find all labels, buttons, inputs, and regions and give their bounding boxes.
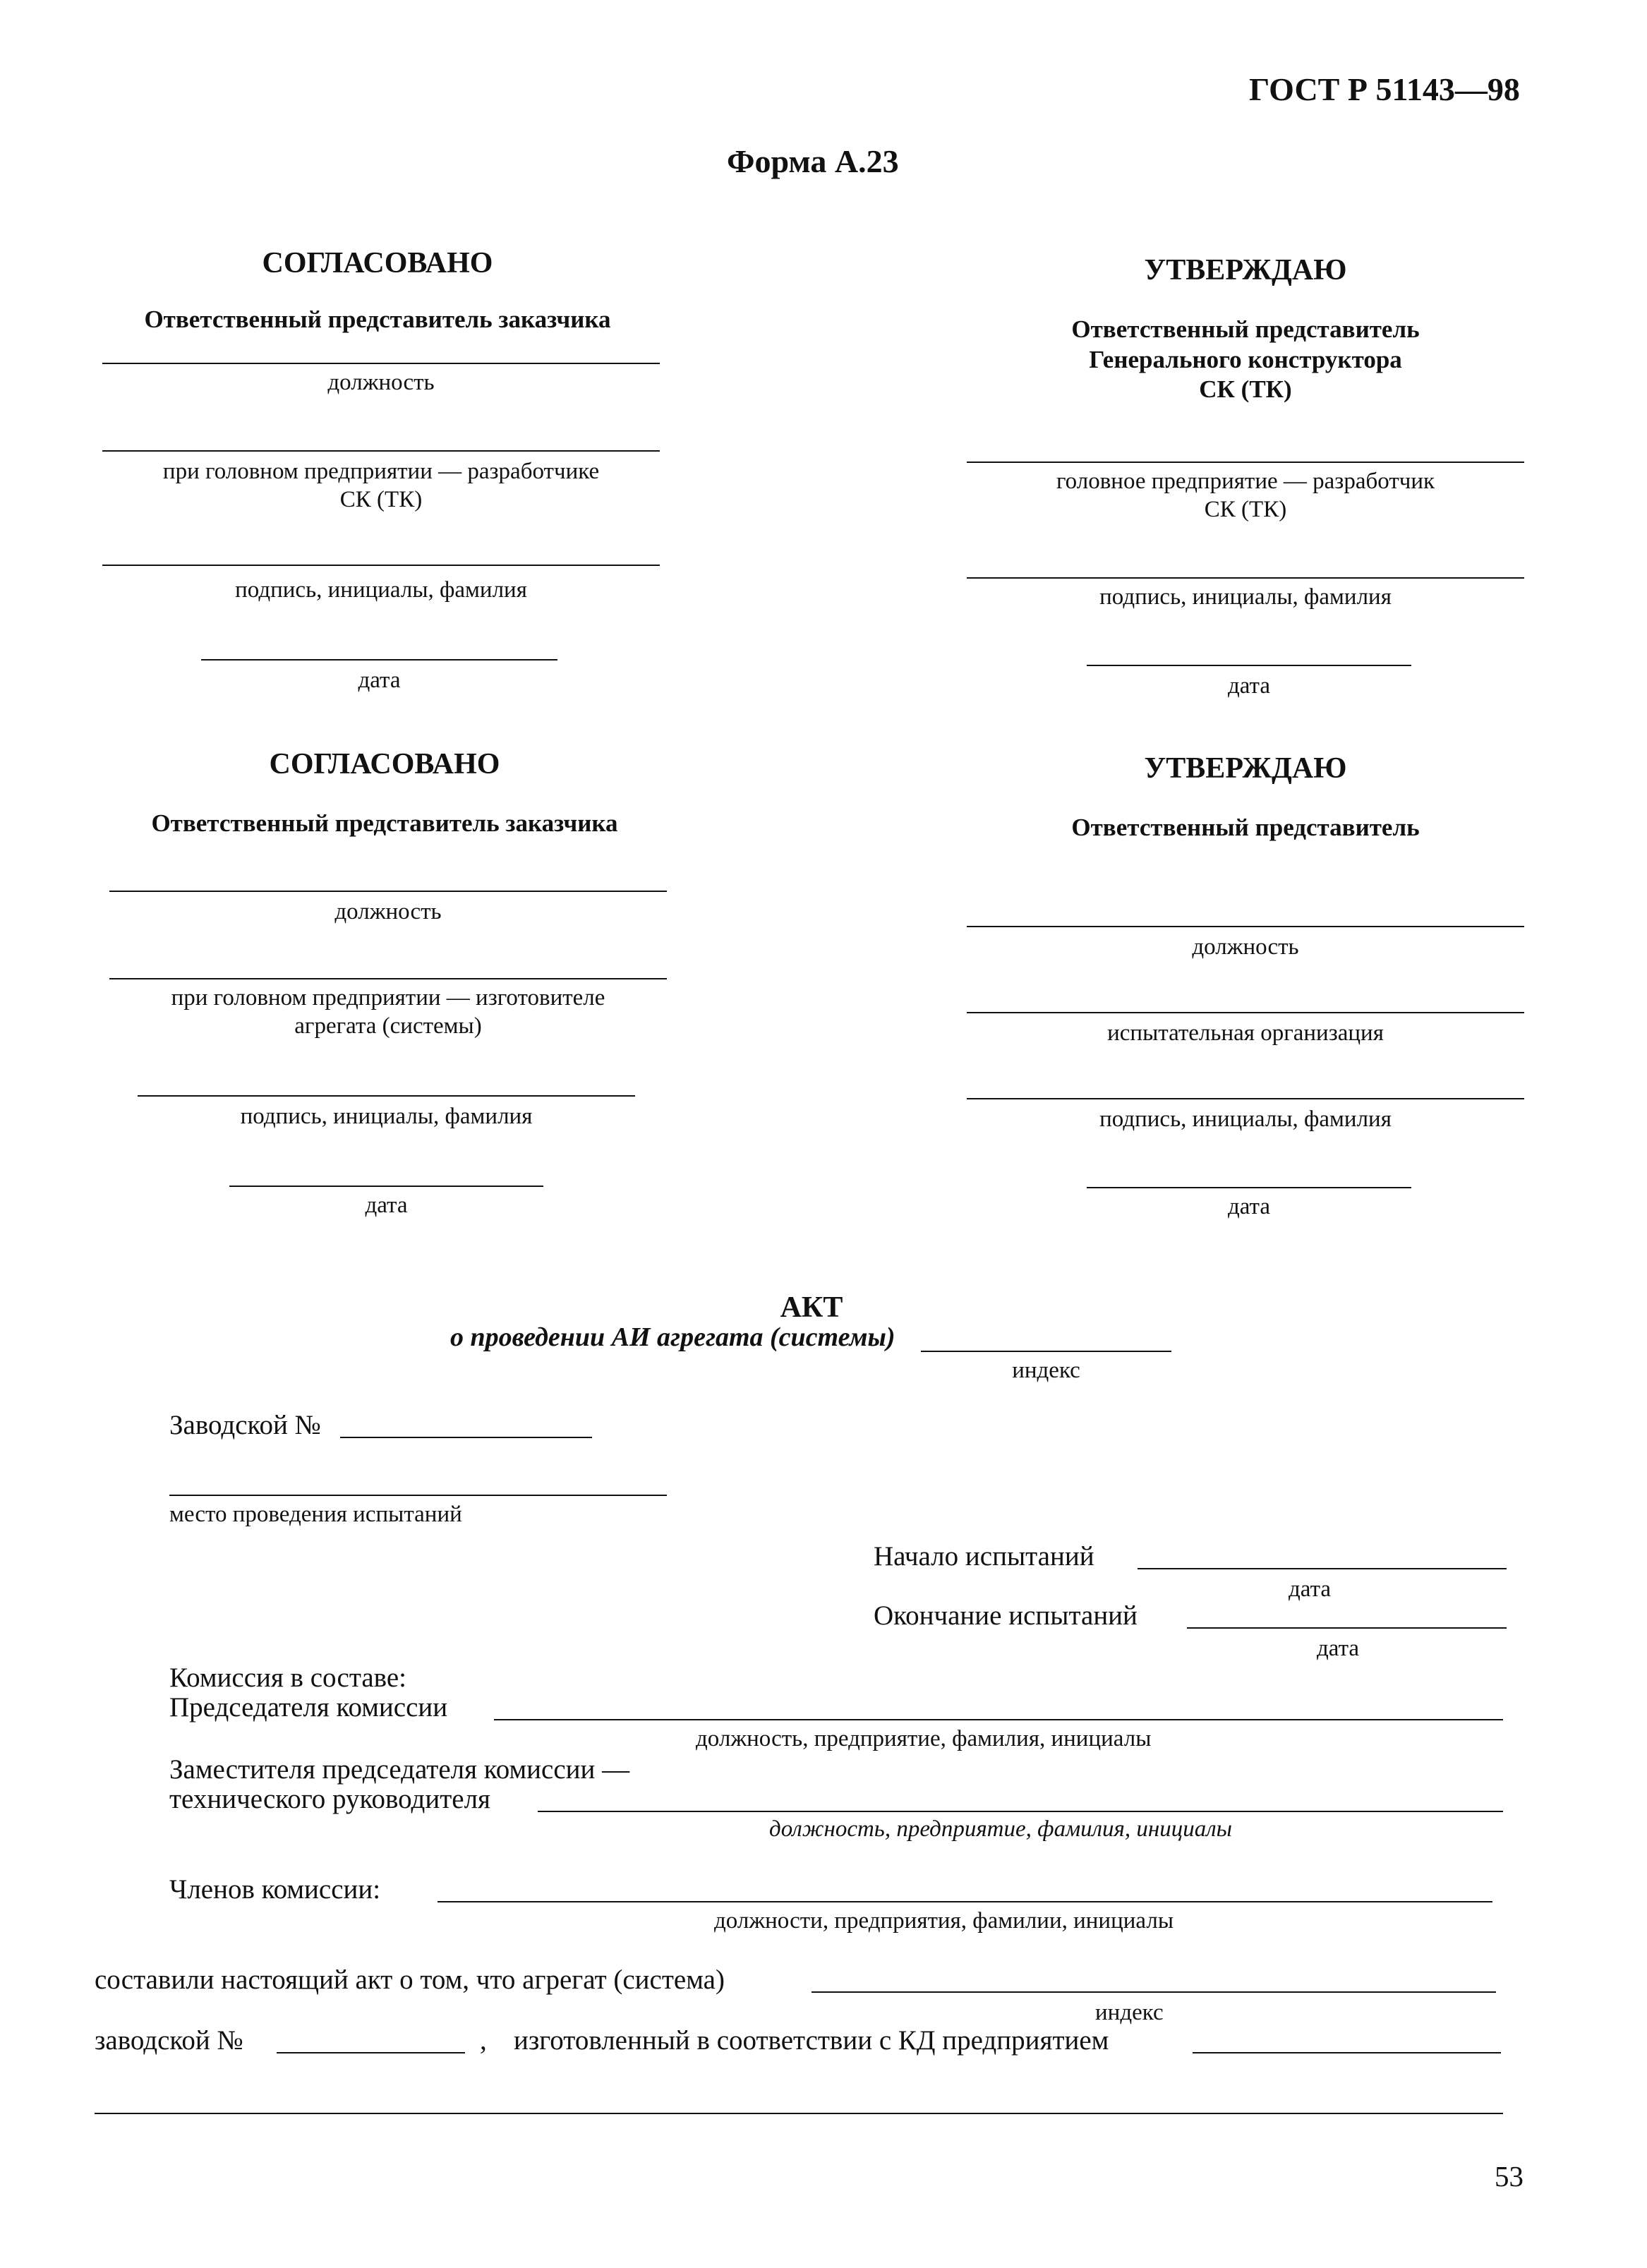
- manufacturer-field: [1193, 2052, 1501, 2053]
- signature-line: [967, 1098, 1524, 1099]
- date-caption-block: [1087, 672, 1411, 700]
- position-caption: должность: [327, 370, 435, 395]
- factory-number-label-2: заводской №: [95, 2025, 243, 2056]
- factory-number-field: [340, 1437, 592, 1438]
- signature-line: [138, 1095, 635, 1097]
- enterprise-caption-1: головное предприятие — разработчик: [1056, 469, 1435, 494]
- enterprise-caption-block: [967, 467, 1524, 524]
- date-line: [201, 659, 557, 661]
- approve-subheading: Ответственный представитель: [1071, 814, 1420, 841]
- approval-block-left-bottom: [106, 747, 663, 783]
- comma-text: ,: [480, 2025, 487, 2056]
- signature-caption: подпись, инициалы, фамилия: [240, 1104, 533, 1129]
- approval-block-right-bottom: [967, 751, 1524, 787]
- enterprise-caption-block: [102, 457, 660, 514]
- date-caption-block: [201, 666, 557, 694]
- date-caption: дата: [1227, 673, 1271, 699]
- enterprise-line: [967, 462, 1524, 463]
- chairman-caption: должность, предприятие, фамилия, инициалы: [696, 1726, 1152, 1751]
- test-place-field: [169, 1495, 667, 1496]
- test-place-caption: место проведения испытаний: [169, 1502, 462, 1527]
- signature-caption: подпись, инициалы, фамилия: [1099, 584, 1392, 610]
- date-caption: дата: [1227, 1194, 1271, 1219]
- position-caption: должность: [1192, 934, 1299, 960]
- chairman-label: Председателя комиссии: [169, 1692, 448, 1723]
- signature-caption-block: [967, 583, 1524, 611]
- position-caption-block: [102, 368, 660, 397]
- enterprise-caption-1: при головном предприятии — разработчике: [162, 459, 600, 484]
- test-org-line: [967, 1012, 1524, 1013]
- date-caption-block: [229, 1191, 543, 1219]
- index-caption-block: [921, 1356, 1171, 1385]
- date-caption-block: [1087, 1193, 1411, 1221]
- enterprise-line: [109, 978, 667, 979]
- test-end-label: Окончание испытаний: [874, 1600, 1138, 1631]
- signature-line: [967, 577, 1524, 579]
- date-caption: дата: [365, 1193, 408, 1218]
- page-number: 53: [1495, 2160, 1524, 2192]
- test-org-caption-block: [967, 1019, 1524, 1047]
- members-field: [438, 1901, 1492, 1902]
- date-line: [1087, 665, 1411, 666]
- signature-caption: подпись, инициалы, фамилия: [1099, 1106, 1392, 1132]
- date-line: [1087, 1187, 1411, 1188]
- enterprise-caption-2: агрегата (системы): [294, 1013, 482, 1039]
- aggregate-index-field: [812, 1991, 1496, 1993]
- approve-heading: УТВЕРЖДАЮ: [1144, 752, 1347, 785]
- standard-number: ГОСТ Р 51143—98: [1249, 71, 1520, 107]
- position-caption-block: [967, 933, 1524, 961]
- test-org-caption: испытательная организация: [1107, 1020, 1384, 1046]
- signature-caption: подпись, инициалы, фамилия: [235, 577, 527, 603]
- enterprise-caption-1: при головном предприятии — изготовителе: [171, 985, 605, 1011]
- test-end-date-caption: дата: [1317, 1636, 1360, 1661]
- signature-caption-block: [138, 1102, 635, 1130]
- agreed-subheading-block: [99, 305, 656, 335]
- position-line: [967, 926, 1524, 927]
- form-title: Форма А.23: [727, 143, 899, 179]
- date-line: [229, 1186, 543, 1187]
- signature-line: [102, 565, 660, 566]
- approve-subheading-3: СК (ТК): [1199, 375, 1292, 404]
- agreed-subheading: Ответственный представитель заказчика: [144, 306, 611, 333]
- continuation-line: [95, 2113, 1503, 2114]
- enterprise-line: [102, 450, 660, 452]
- signature-caption-block: [967, 1105, 1524, 1133]
- position-caption: должность: [334, 899, 442, 924]
- compiled-text: составили настоящий акт о том, что агрегат (система): [95, 1965, 725, 1995]
- deputy-field: [538, 1811, 1503, 1812]
- position-line: [109, 891, 667, 892]
- approve-subheading-block: [967, 813, 1524, 843]
- members-label: Членов комиссии:: [169, 1874, 381, 1905]
- position-line: [102, 363, 660, 364]
- agreed-heading: СОГЛАСОВАНО: [269, 748, 500, 780]
- test-start-field: [1138, 1568, 1507, 1569]
- approval-block-left-top: [99, 246, 656, 282]
- approve-subheading-1: Ответственный представитель: [1071, 315, 1420, 343]
- agreed-heading: СОГЛАСОВАНО: [262, 247, 493, 279]
- factory-number-field-2: [277, 2052, 465, 2053]
- index-line: [921, 1351, 1171, 1352]
- position-caption-block: [109, 898, 667, 926]
- act-subtitle: о проведении АИ агрегата (системы): [450, 1322, 895, 1352]
- approve-heading: УТВЕРЖДАЮ: [1144, 254, 1347, 286]
- act-title: АКТ: [780, 1291, 843, 1324]
- members-caption: должности, предприятия, фамилии, инициалы: [714, 1908, 1174, 1934]
- enterprise-caption-2: СК (ТК): [1204, 497, 1287, 523]
- approval-block-right-top: [967, 253, 1524, 289]
- manufactured-text: изготовленный в соответствии с КД предприятием: [514, 2025, 1109, 2056]
- deputy-caption: должность, предприятие, фамилия, инициалы: [769, 1816, 1232, 1842]
- agreed-subheading-block: [106, 809, 663, 839]
- chairman-field: [494, 1719, 1503, 1720]
- factory-number-label: Заводской №: [169, 1410, 321, 1440]
- approve-subheading-2: Генерального конструктора: [1089, 345, 1402, 373]
- enterprise-caption-2: СК (ТК): [339, 487, 423, 513]
- enterprise-caption-block: [109, 984, 667, 1041]
- deputy-label-2: технического руководителя: [169, 1784, 490, 1814]
- commission-label: Комиссия в составе:: [169, 1663, 406, 1693]
- aggregate-index-caption: индекс: [1095, 2000, 1164, 2025]
- test-end-field: [1187, 1627, 1507, 1629]
- agreed-subheading: Ответственный представитель заказчика: [151, 809, 618, 837]
- deputy-label-1: Заместителя председателя комиссии —: [169, 1754, 630, 1785]
- index-caption: индекс: [1012, 1358, 1080, 1383]
- signature-caption-block: [102, 576, 660, 604]
- approve-subheading-block: [967, 315, 1524, 405]
- test-start-date-caption: дата: [1289, 1576, 1332, 1602]
- act-title-block: [536, 1290, 1087, 1326]
- test-start-label: Начало испытаний: [874, 1541, 1094, 1572]
- date-caption: дата: [358, 668, 401, 693]
